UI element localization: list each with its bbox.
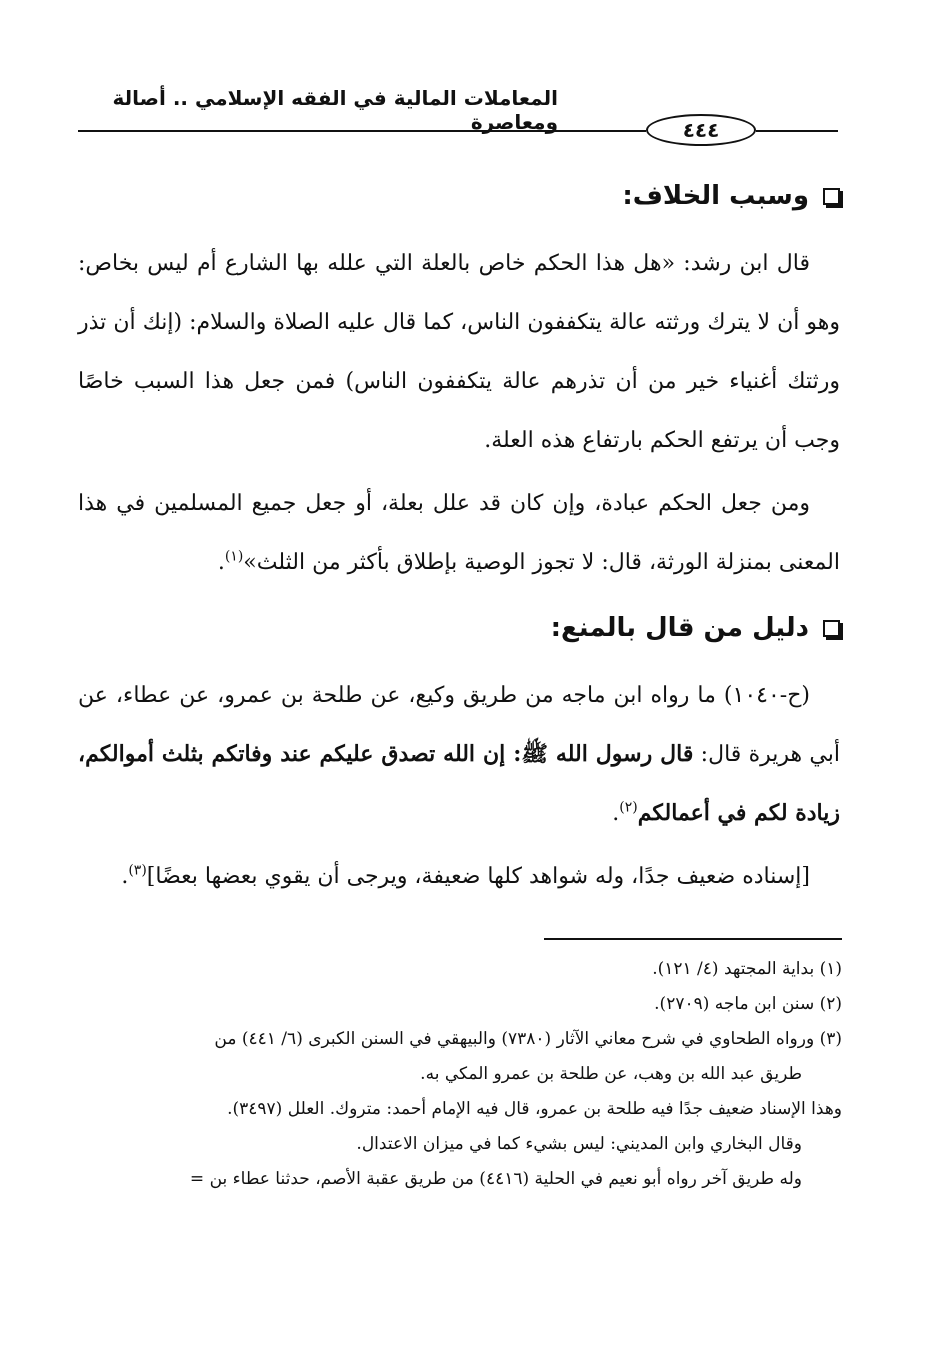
footnote: (٣) ورواه الطحاوي في شرح معاني الآثار (٧٣٨٠) والبيهقي في السنن الكبرى (٦/ ٤٤١) من (214, 1029, 842, 1049)
section-heading-text: وسبب الخلاف: (622, 181, 809, 211)
grading-paragraph: [إسناده ضعيف جدًا، وله شواهد كلها ضعيفة، ويرجى أن يقوي بعضها بعضًا]$^{(٣)}$. (121, 862, 810, 889)
footnote-ref: (٣) (128, 862, 147, 879)
footnote-ref: (٢) (619, 799, 638, 816)
footnote: (١) بداية المجتهد (٤/ ١٢١). (652, 959, 842, 979)
body-paragraph: قال ابن رشد: «هل هذا الحكم خاص بالعلة التي علله بها الشارع أم ليس بخاص: وهو أن لا يترك ورثته عالة يتكففون الناس، كما قال عليه الصلاة والسلام: (إنك أن تذر ورثتك أغنياء خير من أن تذرهم عالة يتكففون الناس) فمن جعل هذا السبب خاصًا وجب أن يرتفع الحكم بارتفاع هذه العلة. (78, 251, 840, 453)
section-heading-text: دليل من قال بالمنع: (550, 613, 809, 643)
section-heading (78, 608, 840, 648)
hadith-text: قال رسول الله ﷺ: إن الله تصدق عليكم عند وفاتكم بثلث أموالكم، زيادة لكم في أعمالكم (78, 741, 840, 826)
footnote-continuation: وهذا الإسناد ضعيف جدًا فيه طلحة بن عمرو، قال فيه الإمام أحمد: متروك. العلل (٣٤٩٧). (227, 1099, 842, 1119)
section-heading (78, 176, 840, 216)
running-header-title: المعاملات المالية في الفقه الإسلامي .. أصالة ومعاصرة (112, 86, 558, 134)
body-paragraph: ومن جعل الحكم عبادة، وإن كان قد علل بعلة، أو جعل جميع المسلمين في هذا المعنى بمنزلة الورثة، قال: لا تجوز الوصية بإطلاق بأكثر من الثلث»$^{(١)}$. (78, 491, 840, 575)
footnote-separator (544, 938, 842, 940)
header-rule (78, 130, 646, 132)
page-number: ٤٤٤ (646, 114, 756, 146)
hadith-paragraph: (ح-١٠٤٠) ما رواه ابن ماجه من طريق وكيع، عن طلحة بن عمرو، عن عطاء، عن أبي هريرة قال: قال رسول الله ﷺ: إن الله تصدق عليكم عند وفاتكم بثلث أموالكم، زيادة لكم في أعمالكم$^{(٢)}$. (78, 683, 840, 826)
footnote-continuation: وله طريق آخر رواه أبو نعيم في الحلية (٤٤١٦) من طريق عقبة الأصم، حدثنا عطاء بن = (189, 1169, 802, 1189)
footnotes (78, 952, 842, 1197)
footnote-continuation: وقال البخاري وابن المديني: ليس بشيء كما في ميزان الاعتدال. (356, 1134, 802, 1154)
square-bullet-icon (823, 188, 840, 205)
footnote-continuation: طريق عبد الله بن وهب، عن طلحة بن عمرو المكي به. (420, 1064, 802, 1084)
page-body (78, 166, 840, 906)
footnote: (٢) سنن ابن ماجه (٢٧٠٩). (654, 994, 842, 1014)
footnote-ref: (١) (224, 548, 244, 565)
square-bullet-icon (823, 620, 840, 637)
header-rule (756, 130, 838, 132)
